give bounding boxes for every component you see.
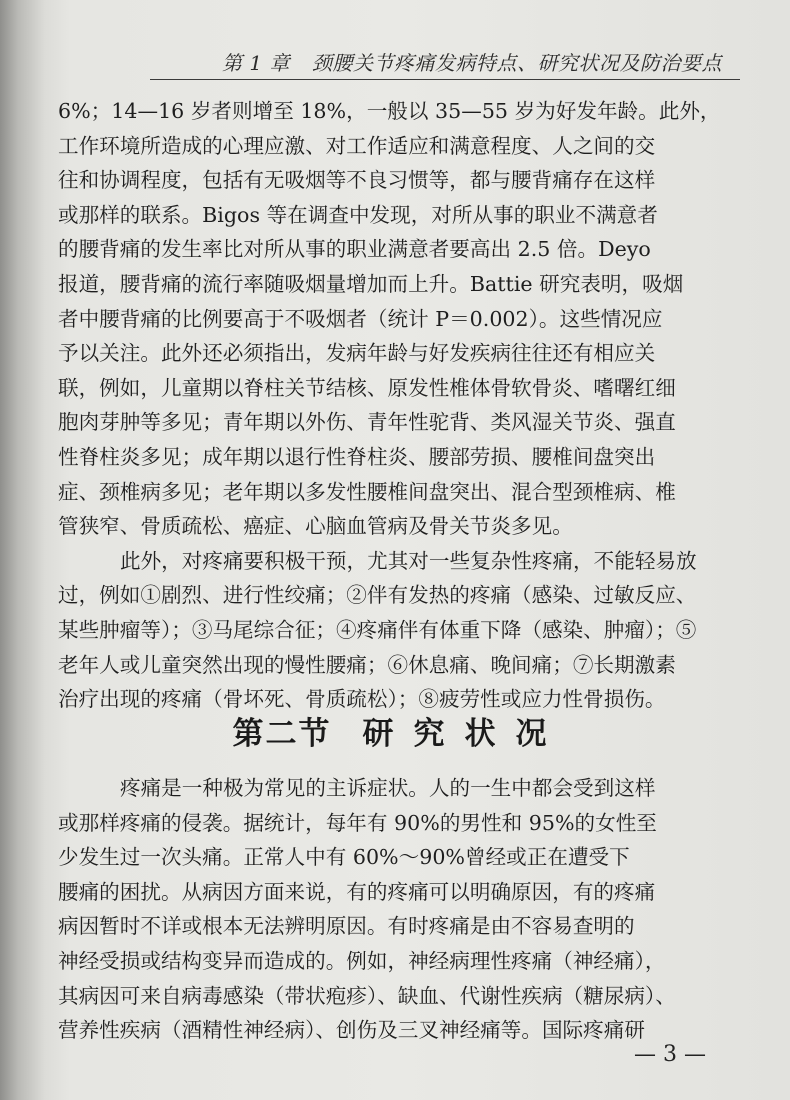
text-line: 过，例如①剧烈、进行性绞痛；②伴有发热的疼痛（感染、过敏反应、 <box>58 583 697 608</box>
header-rule <box>150 79 740 80</box>
text-line: 少发生过一次头痛。正常人中有 60%～90%曾经或正在遭受下 <box>58 845 630 870</box>
body-text-top <box>58 94 748 717</box>
section-heading <box>0 708 790 753</box>
text-line: 神经受损或结构变异而造成的。例如，神经病理性疼痛（神经痛）， <box>58 948 666 973</box>
text-line: 联，例如，儿童期以脊柱关节结核、原发性椎体骨软骨炎、嗜曙红细 <box>58 375 676 400</box>
section-title-char: 究 <box>413 716 447 752</box>
text-line: 治疗出现的疼痛（骨坏死、骨质疏松）；⑧疲劳性或应力性骨损伤。 <box>58 687 666 712</box>
text-line: 或那样疼痛的侵袭。据统计，每年有 90%的男性和 95%的女性至 <box>58 810 657 835</box>
body-text-bottom <box>58 771 748 1048</box>
page-number: — 3 — <box>634 1042 706 1067</box>
text-line: 疼痛是一种极为常见的主诉症状。人的一生中都会受到这样 <box>120 776 656 800</box>
section-number: 第二节 <box>232 716 332 752</box>
text-line: 管狭窄、骨质疏松、癌症、心脑血管病及骨关节炎多见。 <box>58 514 573 539</box>
text-line: 此外，对疼痛要积极干预，尤其对一些复杂性疼痛，不能轻易放 <box>120 548 697 573</box>
text-line: 其病因可来自病毒感染（带状疱疹）、缺血、代谢性疾病（糖尿病）、 <box>58 983 676 1008</box>
text-line: 老年人或儿童突然出现的慢性腰痛；⑥休息痛、晚间痛；⑦长期激素 <box>58 652 676 677</box>
text-line: 的腰背痛的发生率比对所从事的职业满意者要高出 2.5 倍。Deyo <box>58 237 651 262</box>
text-line: 工作环境所造成的心理应激、对工作适应和满意程度、人之间的交 <box>58 133 656 158</box>
text-line: 营养性疾病（酒精性神经病）、创伤及三叉神经痛等。国际疼痛研 <box>58 1018 645 1043</box>
text-line: 病因暂时不详或根本无法辨明原因。有时疼痛是由不容易查明的 <box>58 914 635 939</box>
text-line: 6%；14—16 岁者则增至 18%，一般以 35—55 岁为好发年龄。此外， <box>58 99 721 123</box>
text-line: 腰痛的困扰。从病因方面来说，有的疼痛可以明确原因，有的疼痛 <box>58 879 656 904</box>
section-title <box>354 716 558 752</box>
section-title-char: 状 <box>464 716 498 752</box>
section-title-char: 研 <box>362 716 396 752</box>
text-line: 报道，腰背痛的流行率随吸烟量增加而上升。Battie 研究表明，吸烟 <box>58 271 684 296</box>
chapter-title: 颈腰关节疼痛发病特点、研究状况及防治要点 <box>311 51 722 75</box>
section-title-char: 况 <box>515 716 549 752</box>
running-header <box>222 47 732 76</box>
text-line: 胞肉芽肿等多见；青年期以外伤、青年性驼背、类风湿关节炎、强直 <box>58 410 676 435</box>
chapter-label: 第 1 章 <box>222 51 290 75</box>
text-line: 或那样的联系。Bigos 等在调查中发现，对所从事的职业不满意者 <box>58 202 658 227</box>
text-line: 往和协调程度，包括有无吸烟等不良习惯等，都与腰背痛存在这样 <box>58 168 656 193</box>
text-line: 症、颈椎病多见；老年期以多发性腰椎间盘突出、混合型颈椎病、椎 <box>58 479 676 504</box>
text-line: 者中腰背痛的比例要高于不吸烟者（统计 P＝0.002）。这些情况应 <box>58 306 663 331</box>
text-line: 性脊柱炎多见；成年期以退行性脊柱炎、腰部劳损、腰椎间盘突出 <box>58 444 656 469</box>
text-line: 某些肿瘤等）；③马尾综合征；④疼痛伴有体重下降（感染、肿瘤）；⑤ <box>58 617 697 642</box>
text-line: 予以关注。此外还必须指出，发病年龄与好发疾病往往还有相应关 <box>58 341 656 366</box>
